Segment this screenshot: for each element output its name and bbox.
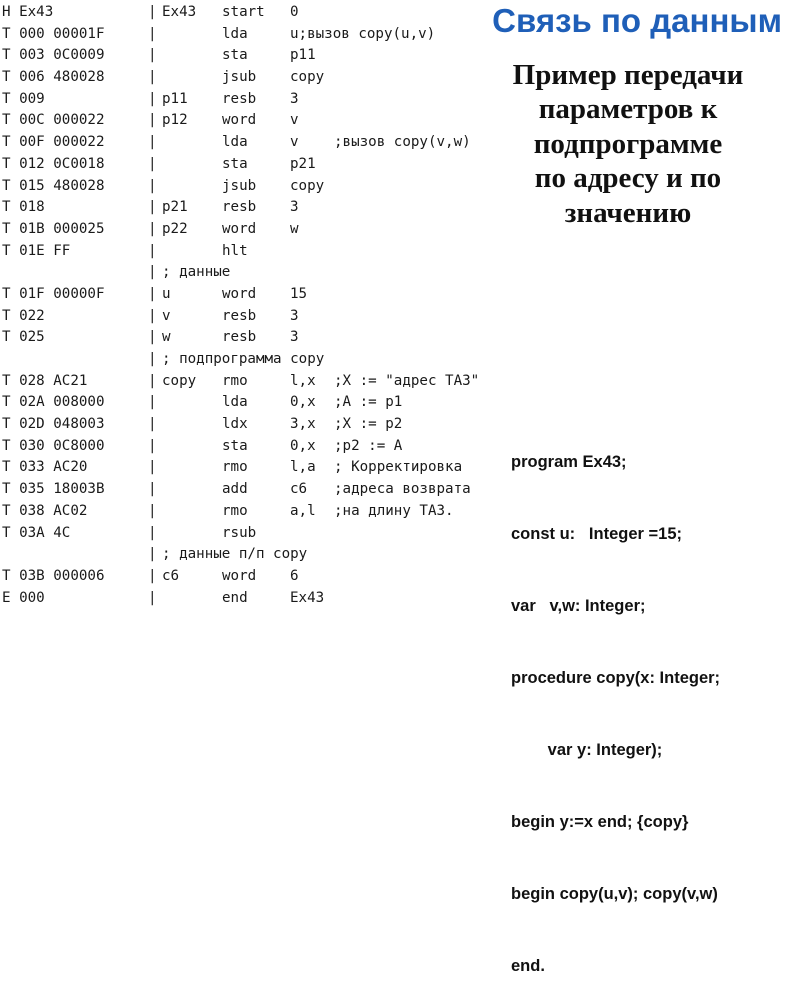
source-operand: l,a <box>290 459 316 476</box>
listing-row <box>2 306 479 328</box>
column-separator: | <box>148 112 157 129</box>
column-separator: | <box>148 177 157 194</box>
listing-row <box>2 241 479 263</box>
source-label: Ex43 <box>162 4 197 20</box>
source-operand: 15 <box>290 285 308 302</box>
source-opcode: resb <box>222 199 257 216</box>
object-code: T 025 <box>2 329 45 346</box>
column-separator: | <box>148 372 157 389</box>
source-label <box>162 501 222 523</box>
source-opcode: rmo <box>222 372 248 389</box>
source-operand: 0 <box>290 4 299 20</box>
object-code: T 006 480028 <box>2 69 105 86</box>
column-separator: | <box>148 155 157 172</box>
object-code: T 00F 000022 <box>2 134 105 151</box>
source-label: w <box>162 329 171 346</box>
source-opcode: sta <box>222 47 248 64</box>
source-operand: 0,x <box>290 394 316 411</box>
column-separator: | <box>148 351 157 367</box>
source-operand: 3,x <box>290 416 316 433</box>
listing-row <box>2 110 479 132</box>
object-code: T 00C 000022 <box>2 112 105 129</box>
source-opcode <box>222 544 290 566</box>
source-label: p22 <box>162 220 188 237</box>
listing-row <box>2 501 479 523</box>
source-opcode: word <box>222 567 257 584</box>
column-separator: | <box>148 459 157 476</box>
object-code: T 03B 000006 <box>2 567 105 584</box>
listing-row <box>2 523 479 545</box>
source-comment: ;X := "адрес ТАЗ" <box>334 372 480 389</box>
column-separator: | <box>148 134 157 151</box>
source-comment: ;A := p1 <box>334 394 403 411</box>
source-operand: u;вызов copy(u,v) <box>290 25 436 42</box>
object-code <box>2 544 148 566</box>
object-code: T 03A 4C <box>2 524 71 541</box>
object-code: T 033 AC20 <box>2 459 88 476</box>
column-separator: | <box>148 307 157 324</box>
subtitle-line: по адресу и по <box>534 162 722 195</box>
source-opcode: start <box>222 4 265 20</box>
listing-row <box>2 176 479 198</box>
listing-row <box>2 588 479 610</box>
object-code: T 003 0C0009 <box>2 47 105 64</box>
column-separator: | <box>148 546 157 563</box>
source-opcode: resb <box>222 90 257 107</box>
object-code: T 000 00001F <box>2 25 105 42</box>
pascal-line: const u: Integer =15; <box>511 525 682 543</box>
source-label <box>162 132 222 154</box>
source-label <box>162 479 222 501</box>
listing-row <box>2 67 479 89</box>
column-separator: | <box>148 567 157 584</box>
column-separator: | <box>148 4 157 20</box>
object-code: E 000 <box>2 589 45 606</box>
object-code: T 01E FF <box>2 242 71 259</box>
object-code: T 012 0C0018 <box>2 155 105 172</box>
source-label <box>162 523 222 545</box>
column-separator: | <box>148 220 157 237</box>
source-opcode: rmo <box>222 459 248 476</box>
object-code: T 015 480028 <box>2 177 105 194</box>
object-code: T 022 <box>2 307 45 324</box>
source-operand: 3 <box>290 329 299 346</box>
source-label <box>162 45 222 67</box>
listing-row <box>2 327 479 349</box>
source-opcode: lda <box>222 25 248 42</box>
source-opcode: rsub <box>222 524 257 541</box>
source-opcode: word <box>222 112 257 129</box>
listing-row <box>2 132 479 154</box>
listing-row <box>2 479 479 501</box>
source-opcode: ldx <box>222 416 248 433</box>
source-comment: ;адреса возврата <box>334 481 471 498</box>
listing-row <box>2 197 479 219</box>
source-comment: ;p2 := A <box>334 437 403 454</box>
source-opcode: word <box>222 285 257 302</box>
source-label <box>162 457 222 479</box>
subtitle-line: Пример передачи <box>512 59 744 91</box>
pascal-line: end. <box>511 957 545 975</box>
listing-row <box>2 24 479 46</box>
listing-row <box>2 371 479 393</box>
source-opcode: add <box>222 481 248 498</box>
source-label: ; подпрограмма copy <box>162 351 325 367</box>
column-separator: | <box>148 329 157 346</box>
slide-title: Связь по данным <box>492 2 782 39</box>
column-separator: | <box>148 524 157 541</box>
source-opcode: jsub <box>222 177 257 194</box>
source-label <box>162 241 222 263</box>
source-label <box>162 436 222 458</box>
source-operand <box>290 262 334 284</box>
column-separator: | <box>148 25 157 42</box>
object-code: H Ex43 <box>2 4 54 20</box>
object-code: T 035 18003B <box>2 481 105 498</box>
source-operand: copy <box>290 177 325 194</box>
column-separator: | <box>148 589 157 606</box>
column-separator: | <box>148 242 157 259</box>
slide-subtitle <box>478 58 778 230</box>
source-label: v <box>162 307 171 324</box>
source-operand <box>290 241 334 263</box>
listing-row <box>2 154 479 176</box>
source-opcode: sta <box>222 437 248 454</box>
pascal-line: begin copy(u,v); copy(v,w) <box>511 885 718 903</box>
column-separator: | <box>148 285 157 302</box>
source-label: p21 <box>162 199 188 216</box>
assembly-listing <box>2 2 479 609</box>
source-operand <box>290 523 334 545</box>
source-label <box>162 414 222 436</box>
column-separator: | <box>148 199 157 216</box>
source-operand: p11 <box>290 47 316 64</box>
listing-row <box>2 284 479 306</box>
object-code: T 028 AC21 <box>2 372 88 389</box>
source-opcode: end <box>222 589 248 606</box>
object-code: T 009 <box>2 90 45 107</box>
column-separator: | <box>148 502 157 519</box>
source-label <box>162 24 222 46</box>
source-operand <box>290 349 334 371</box>
source-opcode <box>222 262 290 284</box>
source-label <box>162 392 222 414</box>
source-label <box>162 67 222 89</box>
source-opcode: lda <box>222 134 248 151</box>
column-separator: | <box>148 69 157 86</box>
listing-row <box>2 457 479 479</box>
object-code <box>2 349 148 371</box>
source-label: p12 <box>162 112 188 129</box>
object-code: T 038 AC02 <box>2 502 88 519</box>
column-separator: | <box>148 416 157 433</box>
source-operand: 3 <box>290 90 299 107</box>
source-operand: Ex43 <box>290 589 325 606</box>
source-operand: a,l <box>290 502 316 519</box>
listing-row <box>2 89 479 111</box>
listing-row <box>2 349 479 371</box>
source-label: ; данные п/п copy <box>162 546 308 563</box>
source-operand: 6 <box>290 567 299 584</box>
column-separator: | <box>148 264 157 281</box>
source-comment: ;на длину ТАЗ. <box>334 502 454 519</box>
source-opcode <box>222 349 290 371</box>
pascal-line: program Ex43; <box>511 453 627 471</box>
source-opcode: rmo <box>222 502 248 519</box>
column-separator: | <box>148 90 157 107</box>
pascal-line: begin y:=x end; {copy} <box>511 813 689 831</box>
source-comment: ; Корректировка <box>334 459 463 476</box>
subtitle-line: подпрограмме <box>533 127 723 160</box>
source-comment: ;X := p2 <box>334 416 403 433</box>
source-opcode: resb <box>222 329 257 346</box>
source-opcode: jsub <box>222 69 257 86</box>
source-label: ; данные <box>162 264 231 281</box>
pascal-line: var v,w: Integer; <box>511 597 646 615</box>
object-code: T 02A 008000 <box>2 394 105 411</box>
listing-row <box>2 544 479 566</box>
source-operand: w <box>290 220 299 237</box>
listing-row <box>2 262 479 284</box>
source-operand: 0,x <box>290 437 316 454</box>
source-comment: ;вызов copy(v,w) <box>334 134 471 151</box>
source-label: copy <box>162 372 197 389</box>
source-opcode: resb <box>222 307 257 324</box>
source-operand <box>290 544 334 566</box>
object-code: T 01B 000025 <box>2 220 105 237</box>
object-code <box>2 262 148 284</box>
listing-row <box>2 45 479 67</box>
source-operand: c6 <box>290 481 308 498</box>
source-opcode: hlt <box>222 242 248 259</box>
source-label: u <box>162 285 171 302</box>
column-separator: | <box>148 394 157 411</box>
pascal-line: var y: Integer); <box>511 741 663 759</box>
source-opcode: lda <box>222 394 248 411</box>
pascal-line: procedure copy(x: Integer; <box>511 669 721 687</box>
source-label <box>162 588 222 610</box>
source-opcode: word <box>222 220 257 237</box>
listing-row <box>2 414 479 436</box>
column-separator: | <box>148 481 157 498</box>
column-separator: | <box>148 47 157 64</box>
object-code: T 018 <box>2 199 45 216</box>
source-operand: 3 <box>290 199 299 216</box>
object-code: T 01F 00000F <box>2 285 105 302</box>
subtitle-line: параметров к <box>538 93 718 126</box>
pascal-program <box>511 402 720 1002</box>
column-separator: | <box>148 437 157 454</box>
source-opcode: sta <box>222 155 248 172</box>
source-operand: 3 <box>290 307 299 324</box>
listing-row <box>2 436 479 458</box>
source-operand: copy <box>290 69 325 86</box>
listing-row <box>2 392 479 414</box>
listing-row <box>2 566 479 588</box>
source-operand: p21 <box>290 155 316 172</box>
source-label <box>162 154 222 176</box>
source-label <box>162 176 222 198</box>
source-label: p11 <box>162 90 188 107</box>
object-code: T 02D 048003 <box>2 416 105 433</box>
source-operand: l,x <box>290 372 316 389</box>
object-code: T 030 0C8000 <box>2 437 105 454</box>
source-operand: v <box>290 134 299 151</box>
source-label: c6 <box>162 567 180 584</box>
subtitle-line: значению <box>564 196 692 229</box>
listing-row <box>2 219 479 241</box>
listing-row <box>2 2 479 24</box>
source-operand: v <box>290 112 299 129</box>
